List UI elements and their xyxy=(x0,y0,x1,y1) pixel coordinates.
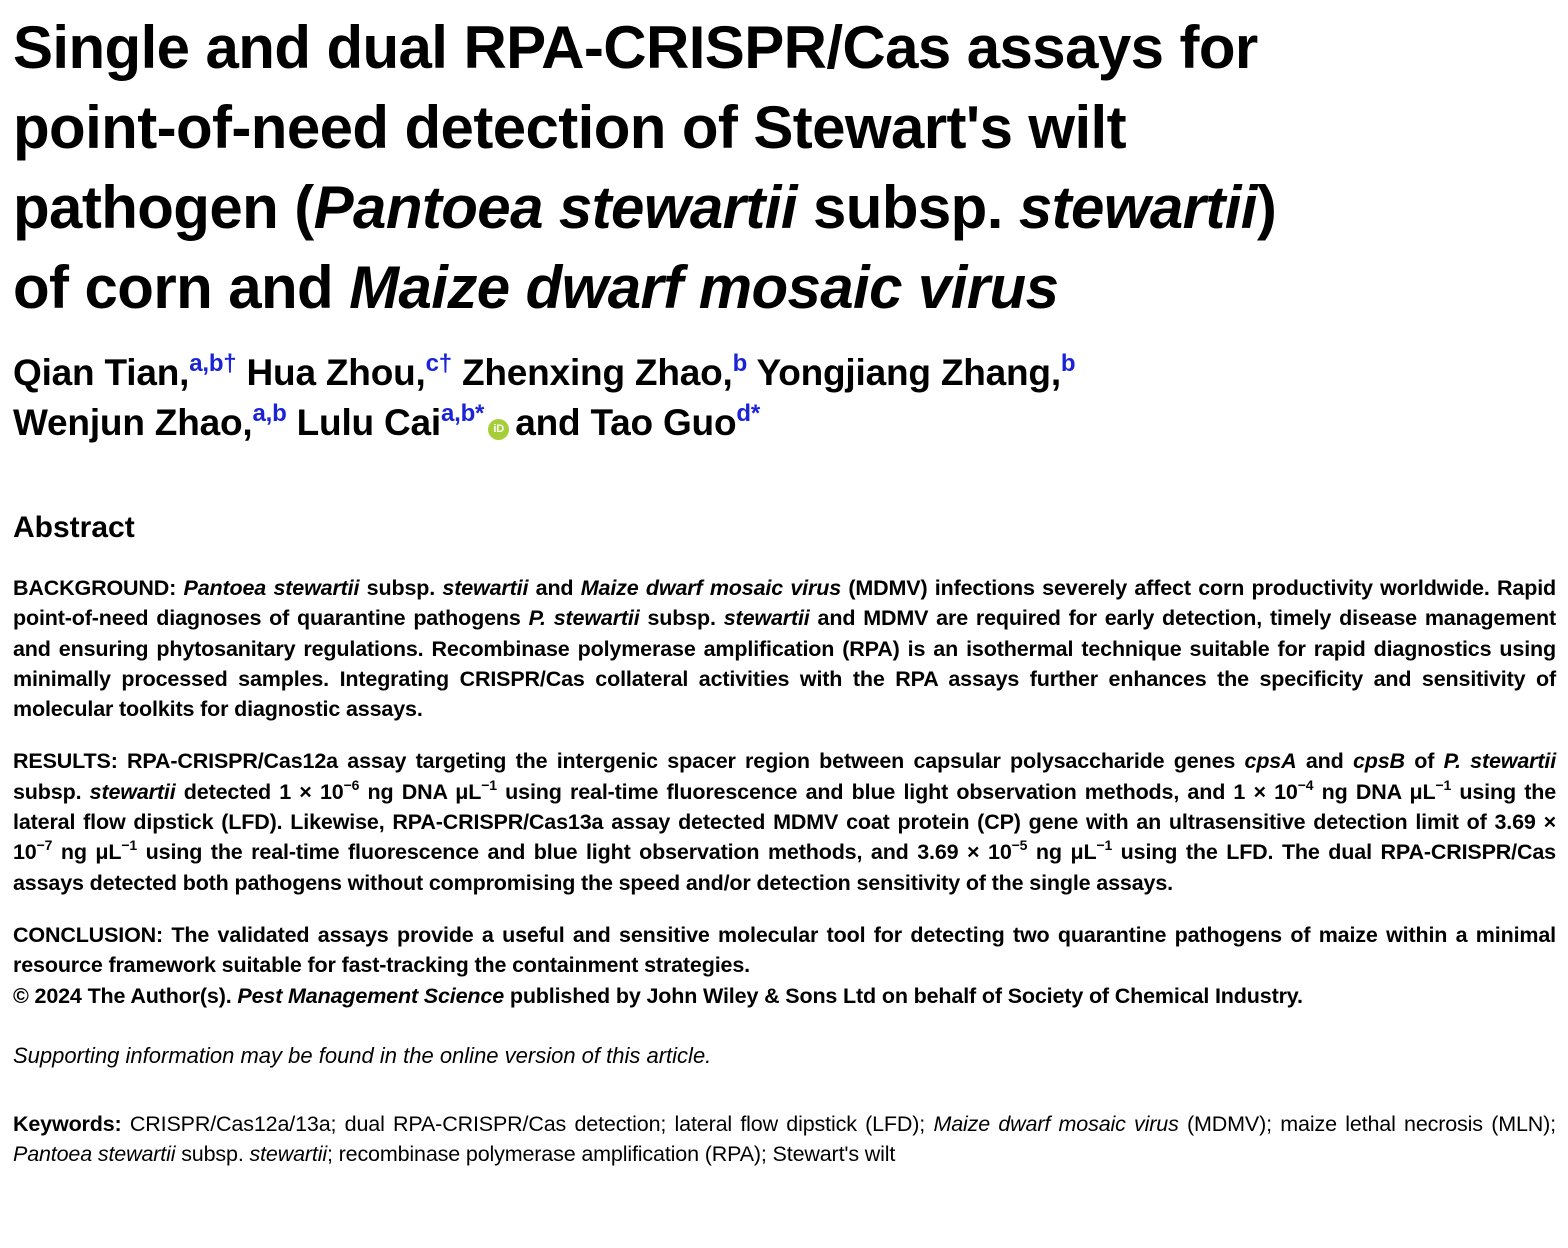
text: subsp. xyxy=(175,1142,250,1167)
title-text: subsp. xyxy=(796,174,1019,241)
author-affiliation-link[interactable]: a,b xyxy=(252,400,287,427)
keywords xyxy=(13,1109,1556,1170)
text: (MDMV); maize lethal necrosis (MLN); xyxy=(1178,1111,1556,1136)
copyright-text: © 2024 The Author(s). xyxy=(13,983,238,1008)
text: ng DNA μL xyxy=(1313,779,1436,804)
text: detected 1 × 10 xyxy=(175,779,344,804)
author-name: Wenjun Zhao, xyxy=(13,402,253,443)
exponent: −7 xyxy=(36,837,53,854)
text: and xyxy=(528,576,581,600)
author-name: Lulu Cai xyxy=(296,402,441,443)
species-name: stewartii xyxy=(89,779,176,804)
supporting-info-note: Supporting information may be found in the online version of this article. xyxy=(13,1042,712,1068)
species-name: stewartii xyxy=(249,1142,327,1167)
author-affiliation-link[interactable]: a,b† xyxy=(189,350,237,377)
text: using the LFD. The dual RPA-CRISPR/Cas assays detected both pathogens without compromising the speed and/or detection sensitivity of the single assays. xyxy=(13,840,1556,895)
title-line: Single and dual RPA-CRISPR/Cas assays for xyxy=(13,14,1258,81)
species-name: stewartii xyxy=(723,606,810,631)
text: ; recombinase polymerase amplification (RPA); Stewart's wilt xyxy=(326,1142,896,1167)
species-name: P. stewartii xyxy=(528,606,640,631)
article-title xyxy=(13,8,1556,328)
journal-name: Pest Management Science xyxy=(237,983,505,1008)
species-name: stewartii xyxy=(442,576,529,600)
gene-name: cpsB xyxy=(1352,749,1405,774)
text: using the real-time fluorescence and blue light observation methods, and 3.69 × 10 xyxy=(137,840,1012,865)
title-text: ) xyxy=(1256,174,1277,241)
author-affiliation-link[interactable]: b xyxy=(732,350,748,377)
article-page xyxy=(13,0,1556,1169)
author-name: Yongjiang Zhang, xyxy=(756,352,1061,393)
text: of xyxy=(1404,749,1444,774)
text: The validated assays provide a useful and sensitive molecular tool for detecting two quarantine pathogens of maize within a minimal resource framework suitable for fast-tracking the containment strategies. xyxy=(13,922,1556,978)
exponent: −1 xyxy=(481,776,497,793)
exponent: −1 xyxy=(1096,837,1113,854)
text: (MDMV) infections severely affect corn productivity worldwide. Rapid point-of-need diagnoses of quarantine pathogens xyxy=(13,576,1557,631)
author-affiliation-link[interactable]: a,b* xyxy=(440,400,485,427)
abstract-background xyxy=(13,573,1556,724)
text: ng μL xyxy=(52,840,122,865)
title-virus-name: Maize dwarf mosaic virus xyxy=(349,254,1059,321)
text: ng μL xyxy=(1027,840,1097,865)
author-name: Zhenxing Zhao, xyxy=(462,352,733,393)
author-list xyxy=(13,348,1556,448)
abstract-heading: Abstract xyxy=(13,511,135,544)
text: and MDMV are required for early detection, timely disease management and ensuring phytosanitary regulations. Recombinase polymerase amplification (RPA) is an isothermal technique suitable for rapid diagnostics using minimally processed samples. Integrating CRISPR/Cas collateral activities with the RPA assays further enhances the specificity and sensitivity of molecular toolkits for diagnostic assays. xyxy=(13,606,1556,722)
text: subsp. xyxy=(13,779,90,804)
text: using real-time fluorescence and blue light observation methods, and 1 × 10 xyxy=(496,779,1298,804)
orcid-icon[interactable]: iD xyxy=(488,419,509,440)
text: CRISPR/Cas12a/13a; dual RPA-CRISPR/Cas detection; lateral flow dipstick (LFD); xyxy=(121,1111,934,1136)
species-name: Pantoea stewartii xyxy=(183,576,360,600)
text: subsp. xyxy=(639,606,724,631)
author-name: and Tao Guo xyxy=(515,402,737,443)
author-name: Hua Zhou, xyxy=(246,352,426,393)
text: subsp. xyxy=(359,576,443,600)
exponent: −4 xyxy=(1297,776,1314,793)
text: using the lateral flow dipstick (LFD). Likewise, RPA-CRISPR/Cas13a assay detected MDMV coat protein (CP) gene with an ultrasensitive detection limit of 3.69 × 10 xyxy=(13,779,1556,865)
abstract-results xyxy=(13,746,1556,897)
virus-name: Maize dwarf mosaic virus xyxy=(580,576,842,600)
species-name: Pantoea stewartii xyxy=(13,1142,176,1167)
section-label: RESULTS: xyxy=(13,749,118,774)
text xyxy=(176,576,183,600)
title-text: of corn and xyxy=(13,254,350,321)
exponent: −6 xyxy=(343,776,360,793)
exponent: −1 xyxy=(121,837,138,854)
copyright-text: published by John Wiley & Sons Ltd on behalf of Society of Chemical Industry. xyxy=(504,983,1303,1008)
exponent: −1 xyxy=(1435,776,1452,793)
abstract-conclusion xyxy=(13,920,1556,1011)
keywords-label: Keywords: xyxy=(13,1111,122,1136)
species-name: P. stewartii xyxy=(1443,749,1557,774)
title-line: point-of-need detection of Stewart's wilt xyxy=(13,94,1126,161)
title-species-name: Pantoea stewartii xyxy=(313,174,797,241)
text: ng DNA μL xyxy=(359,779,482,804)
virus-name: Maize dwarf mosaic virus xyxy=(933,1111,1179,1136)
gene-name: cpsA xyxy=(1244,749,1297,774)
text: and xyxy=(1296,749,1353,774)
author-affiliation-link[interactable]: c† xyxy=(425,350,452,377)
title-text: pathogen ( xyxy=(13,174,314,241)
text: RPA-CRISPR/Cas12a assay targeting the intergenic spacer region between capsular polysaccharide genes xyxy=(117,749,1245,774)
exponent: −5 xyxy=(1011,837,1028,854)
section-label: CONCLUSION: xyxy=(13,922,164,947)
author-name: Qian Tian, xyxy=(13,352,190,393)
title-subspecies-name: stewartii xyxy=(1018,174,1257,241)
section-label: BACKGROUND: xyxy=(13,576,177,600)
author-affiliation-link[interactable]: b xyxy=(1060,350,1076,377)
author-affiliation-link[interactable]: d* xyxy=(736,400,760,427)
